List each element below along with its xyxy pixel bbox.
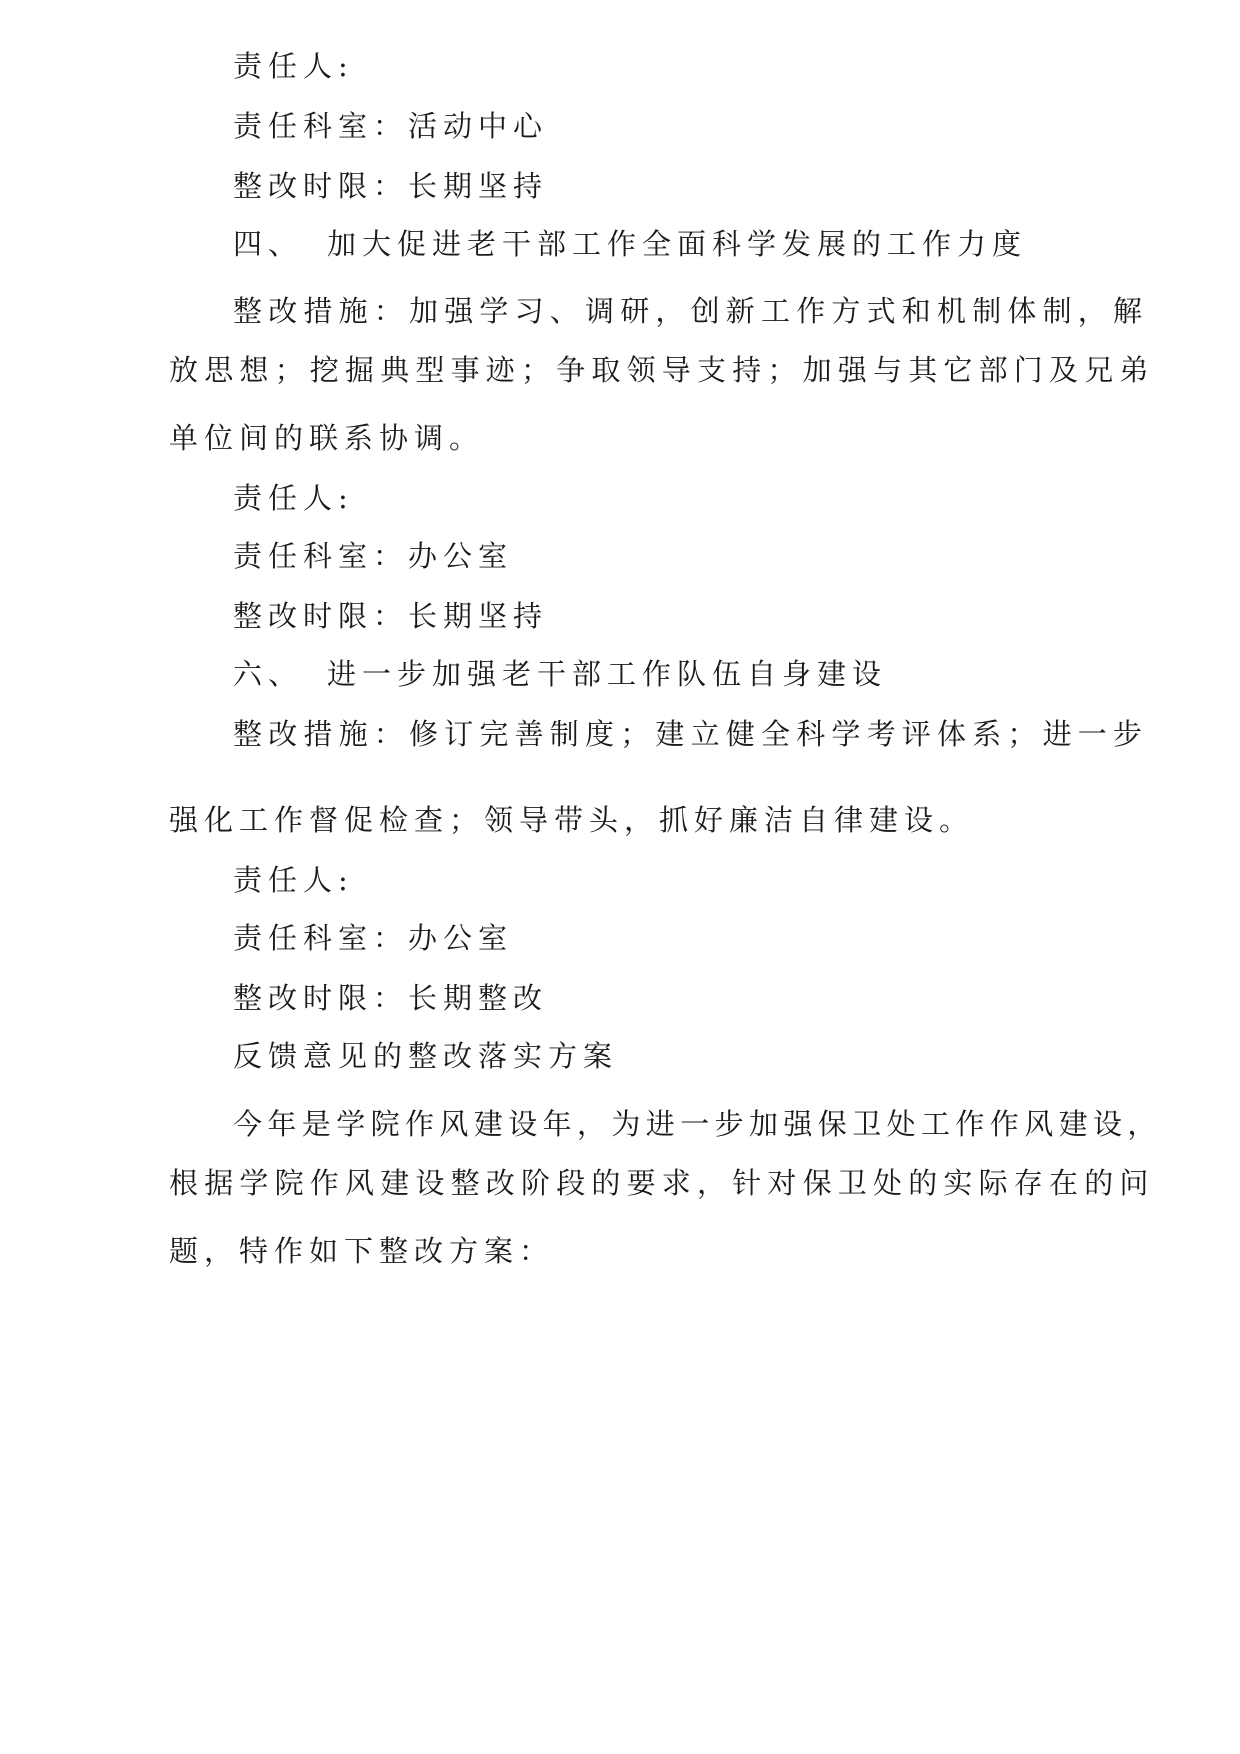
responsible-person-line: 责任人: bbox=[233, 863, 354, 897]
intro-line: 根据学院作风建设整改阶段的要求，针对保卫处的实际存在的问 bbox=[169, 1166, 1155, 1200]
deadline-line: 整改时限：长期坚持 bbox=[233, 169, 549, 203]
measures-line: 放思想；挖掘典型事迹；争取领导支持；加强与其它部门及兄弟 bbox=[169, 353, 1155, 387]
deadline-line: 整改时限：长期整改 bbox=[233, 981, 549, 1015]
responsible-person-line: 责任人: bbox=[233, 481, 354, 515]
measures-line: 强化工作督促检查；领导带头，抓好廉洁自律建设。 bbox=[169, 803, 975, 837]
responsible-person-line: 责任人: bbox=[233, 49, 354, 83]
measures-line: 单位间的联系协调。 bbox=[169, 421, 485, 455]
document-title: 反馈意见的整改落实方案 bbox=[233, 1039, 619, 1073]
deadline-line: 整改时限：长期坚持 bbox=[233, 599, 549, 633]
responsible-dept-line: 责任科室：办公室 bbox=[233, 539, 514, 573]
intro-line: 今年是学院作风建设年，为进一步加强保卫处工作作风建设， bbox=[233, 1107, 1162, 1141]
heading-text: 进一步加强老干部工作队伍自身建设 bbox=[327, 657, 888, 691]
heading-number: 四、 bbox=[233, 227, 304, 261]
section-six-heading bbox=[233, 654, 887, 694]
heading-number: 六、 bbox=[233, 657, 304, 691]
measures-line: 整改措施：修订完善制度；建立健全科学考评体系；进一步 bbox=[233, 717, 1149, 751]
responsible-dept-line: 责任科室：活动中心 bbox=[233, 109, 549, 143]
heading-text: 加大促进老干部工作全面科学发展的工作力度 bbox=[327, 227, 1028, 261]
intro-line: 题，特作如下整改方案： bbox=[169, 1234, 555, 1268]
measures-line: 整改措施：加强学习、调研，创新工作方式和机制体制，解 bbox=[233, 294, 1149, 328]
section-four-heading bbox=[233, 224, 1027, 264]
responsible-dept-line: 责任科室：办公室 bbox=[233, 921, 514, 955]
